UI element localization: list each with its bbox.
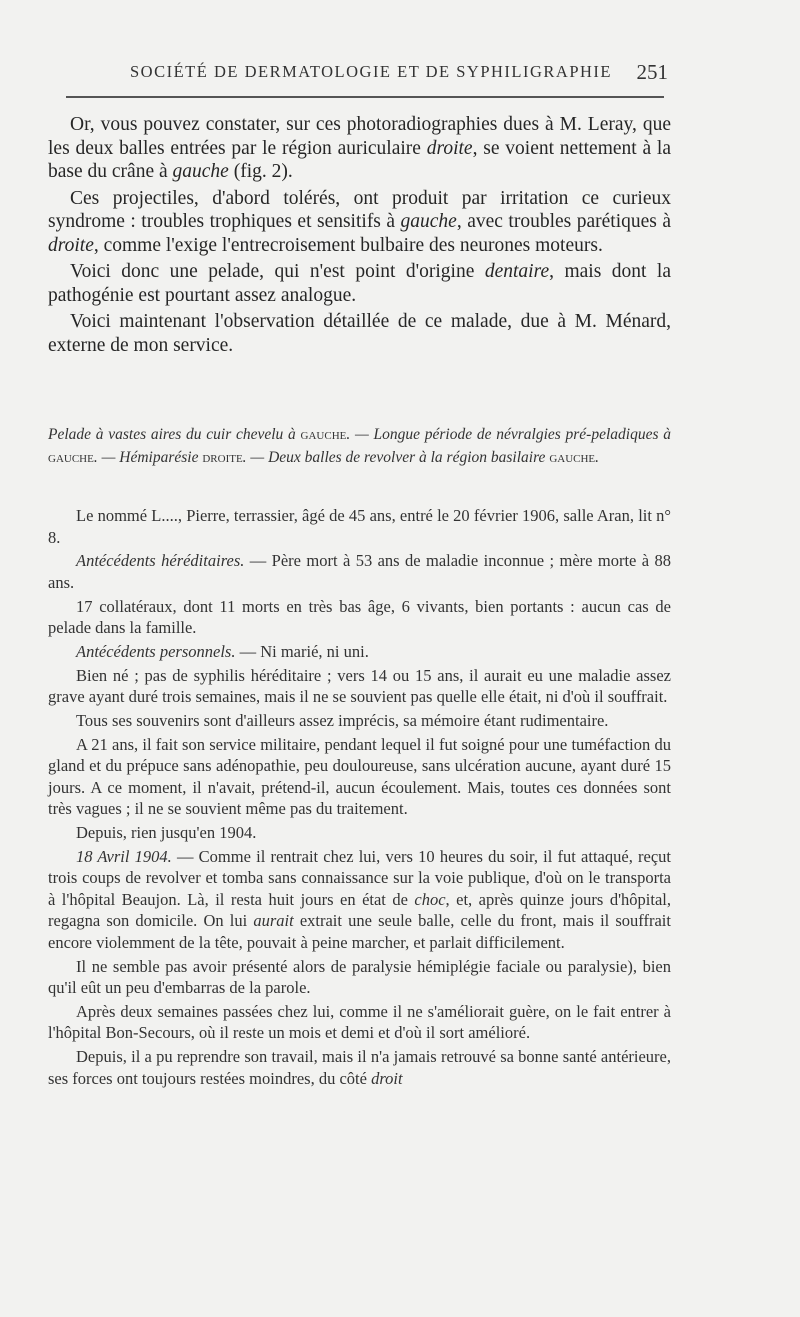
paragraph: 18 Avril 1904. — Comme il rentrait chez lui, vers 10 heures du soir, il fut attaqué, reçut trois coups de revolver et tomba sans connaissance sur la voie publique, d'où on le transporta à l'hôpital Beaujon. Là, il resta huit jours en état de choc, et, après quinze jours d'hôpital, regagna son domicile. On lui aurait extrait une seule balle, celle du front, mais il souffrait encore violemment de la tête, pouvait à peine marcher, et parlait difficilement. bbox=[48, 846, 671, 952]
paragraph: Tous ses souvenirs sont d'ailleurs assez imprécis, sa mémoire étant rudimentaire. bbox=[76, 710, 609, 730]
paragraph: Voici donc une pelade, qui n'est point d'origine dentaire, mais dont la pathogénie est pourtant assez analogue. bbox=[48, 261, 671, 306]
paragraph: A 21 ans, il fait son service militaire, pendant lequel il fut soigné pour une tuméfaction du gland et du prépuce sans adénopathie, peu douloureuse, sans ulcération aucune, ayant duré 15 jours. A ce moment, il n'avait, prétend-il, aucun écoulement. Mais, toutes ces données sont très vagues ; il ne se souvient même pas du traitement. bbox=[48, 734, 671, 819]
intro-text bbox=[48, 113, 671, 357]
paragraph: Depuis, rien jusqu'en 1904. bbox=[76, 823, 257, 843]
paragraph: Bien né ; pas de syphilis héréditaire ; vers 14 ou 15 ans, il aurait eu une maladie assez grave ayant duré trois semaines, mais il ne se souvient pas quelle elle était, ni d'où il souffrait. bbox=[48, 665, 671, 707]
paragraph: Il ne semble pas avoir présenté alors de paralysie hémiplégie faciale ou paralysie), bien qu'il eût un peu d'embarras de la parole. bbox=[48, 956, 671, 998]
paragraph: Antécédents personnels. — Ni marié, ni uni. bbox=[76, 641, 369, 661]
paragraph: Or, vous pouvez constater, sur ces photoradiographies dues à M. Leray, que les deux balles entrées par le région auriculaire droite, se voient nettement à la base du crâne à gauche (fig. 2). bbox=[48, 114, 671, 182]
paragraph: Ces projectiles, d'abord tolérés, ont produit par irritation ce curieux syndrome : troubles trophiques et sensitifs à gauche, avec troubles parétiques à droite, comme l'exige l'entrecroisement bulbaire des neurones moteurs. bbox=[48, 187, 671, 256]
page-number: 251 bbox=[636, 60, 668, 84]
paragraph: Voici maintenant l'observation détaillée de ce malade, due à M. Ménard, externe de mon service. bbox=[48, 311, 671, 356]
page-header bbox=[48, 60, 668, 82]
case-title: Pelade à vastes aires du cuir chevelu à gauche. — Longue période de névralgies pré-peladiques à gauche. — Hémiparésie droite. — Deux balles de revolver à la région basilaire gauche. bbox=[48, 426, 671, 466]
paragraph: Depuis, il a pu reprendre son travail, mais il n'a jamais retrouvé sa bonne santé antérieure, ses forces ont toujours restées moindres, du côté droit bbox=[48, 1047, 671, 1088]
paragraph: Antécédents héréditaires. — Père mort à 53 ans de maladie inconnue ; mère morte à 88 ans. bbox=[48, 551, 671, 592]
header-rule bbox=[66, 96, 664, 98]
paragraph: Le nommé L...., Pierre, terrassier, âgé de 45 ans, entré le 20 février 1906, salle Aran, lit n° 8. bbox=[48, 506, 671, 547]
paragraph: 17 collatéraux, dont 11 morts en très bas âge, 6 vivants, bien portants : aucun cas de pelade dans la famille. bbox=[48, 596, 671, 638]
observation-text bbox=[48, 505, 671, 1089]
paragraph: Après deux semaines passées chez lui, comme il ne s'améliorait guère, on le fait entrer à l'hôpital Bon-Secours, où il reste un mois et demi et d'où il sort amélioré. bbox=[48, 1001, 671, 1043]
running-head: SOCIÉTÉ DE DERMATOLOGIE ET DE SYPHILIGRAPHIE bbox=[130, 62, 612, 81]
